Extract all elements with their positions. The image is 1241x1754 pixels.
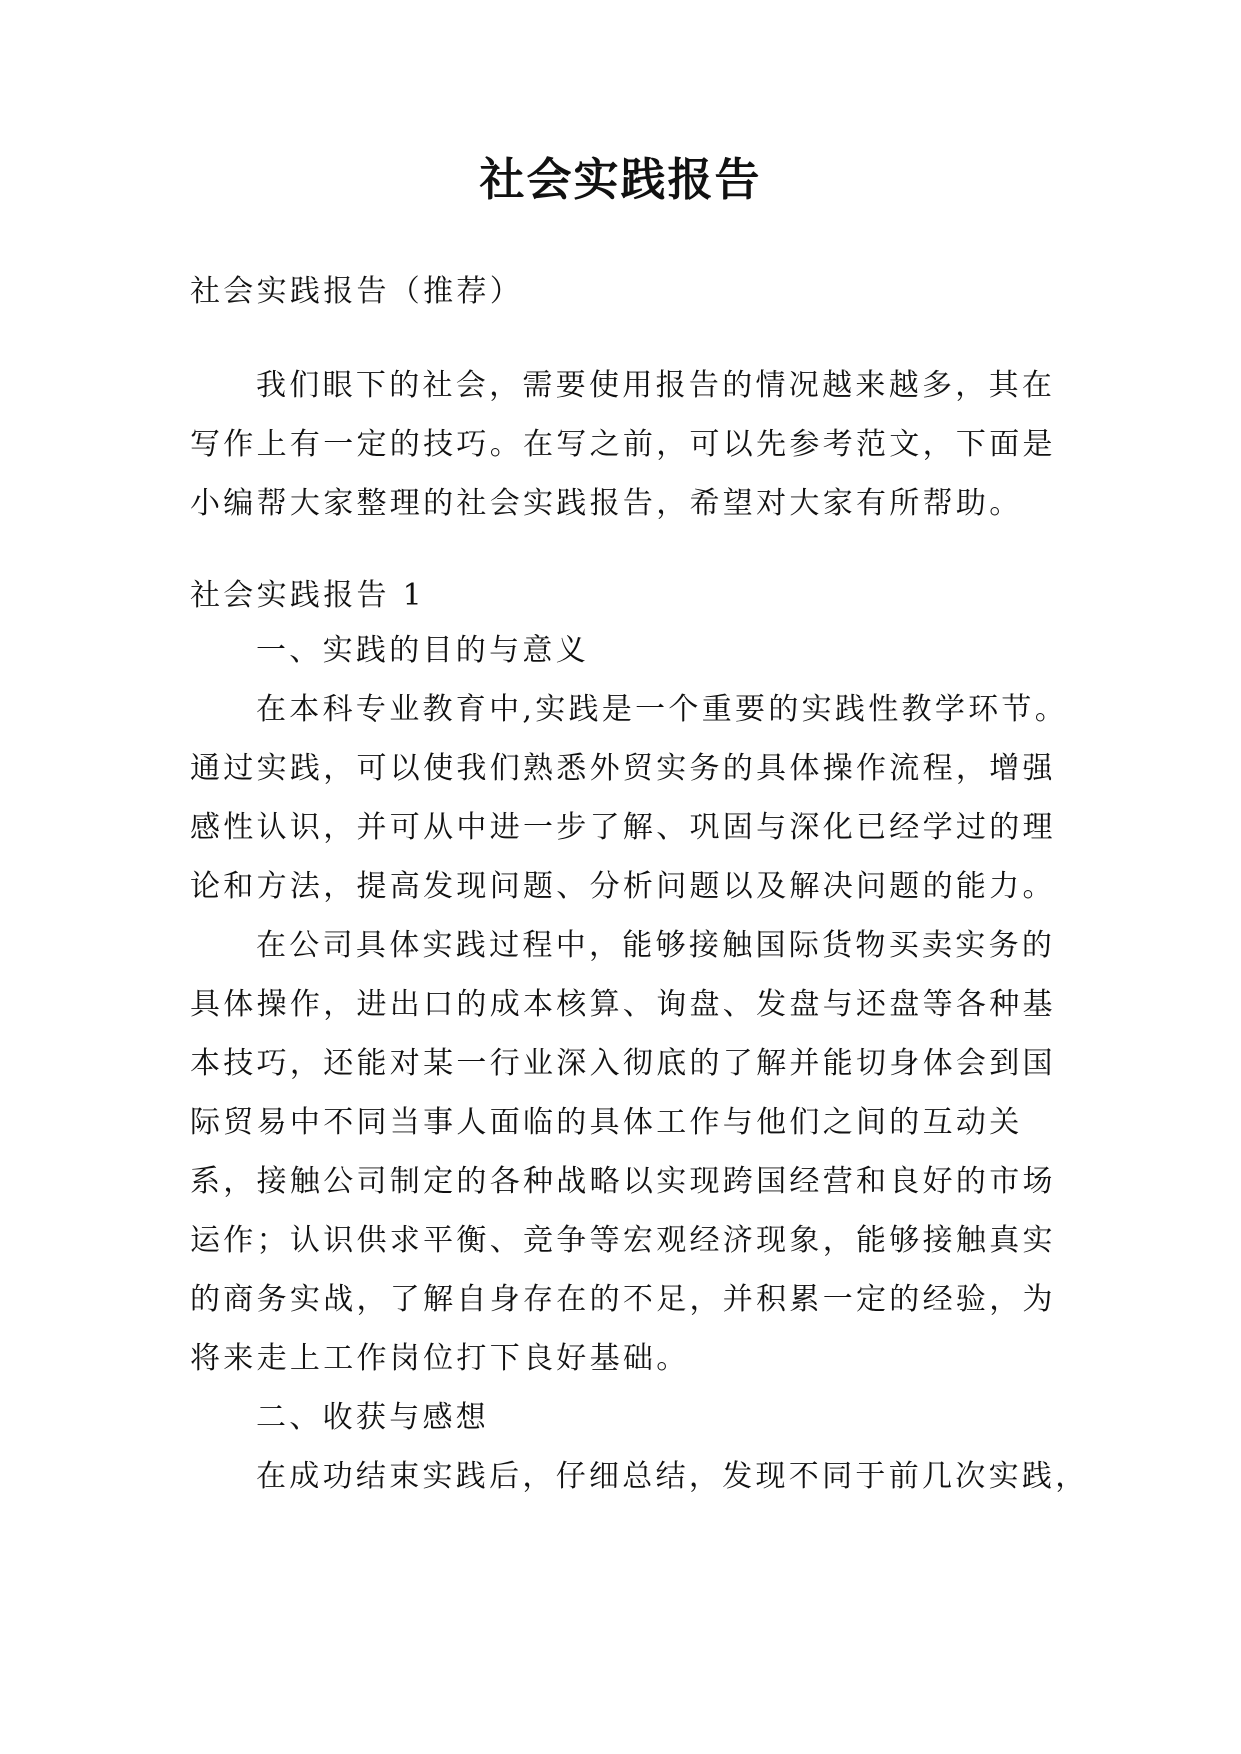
subheading-purpose: 一、实践的目的与意义 [256,633,589,668]
intro-line: 我们眼下的社会，需要使用报告的情况越来越多，其在 [256,368,1056,403]
body-line: 通过实践，可以使我们熟悉外贸实务的具体操作流程，增强 [190,751,1056,786]
body-line: 将来走上工作岗位打下良好基础。 [190,1341,690,1376]
body-line: 在本科专业教育中,实践是一个重要的实践性教学环节。 [256,692,1069,727]
section-heading-line: 社会实践报告 1 [190,578,426,613]
section-heading [190,566,1070,625]
body-line: 具体操作，进出口的成本核算、询盘、发盘与还盘等各种基 [190,987,1056,1022]
body-line: 感性认识，并可从中进一步了解、巩固与深化已经学过的理 [190,810,1056,845]
body-line: 论和方法，提高发现问题、分析问题以及解决问题的能力。 [190,869,1056,904]
body-line: 在公司具体实践过程中，能够接触国际货物买卖实务的 [256,928,1056,963]
body-line: 在成功结束实践后，仔细总结，发现不同于前几次实践， [256,1459,1089,1494]
subtitle-line: 社会实践报告（推荐） [190,274,523,309]
body-line: 际贸易中不同当事人面临的具体工作与他们之间的互动关 [190,1105,1023,1140]
document-title: 社会实践报告 [479,153,762,206]
body-line: 系，接触公司制定的各种战略以实现跨国经营和良好的市场 [190,1164,1056,1199]
body-line: 运作；认识供求平衡、竞争等宏观经济现象，能够接触真实 [190,1223,1056,1258]
intro-paragraph [190,356,1070,533]
subheading-gains: 二、收获与感想 [256,1400,490,1435]
section-body [190,621,1089,1506]
intro-line: 小编帮大家整理的社会实践报告，希望对大家有所帮助。 [190,486,1023,521]
document-subtitle [190,262,1070,321]
intro-line: 写作上有一定的技巧。在写之前，可以先参考范文，下面是 [190,427,1056,462]
body-line: 的商务实战，了解自身存在的不足，并积累一定的经验，为 [190,1282,1056,1317]
body-line: 本技巧，还能对某一行业深入彻底的了解并能切身体会到国 [190,1046,1056,1081]
